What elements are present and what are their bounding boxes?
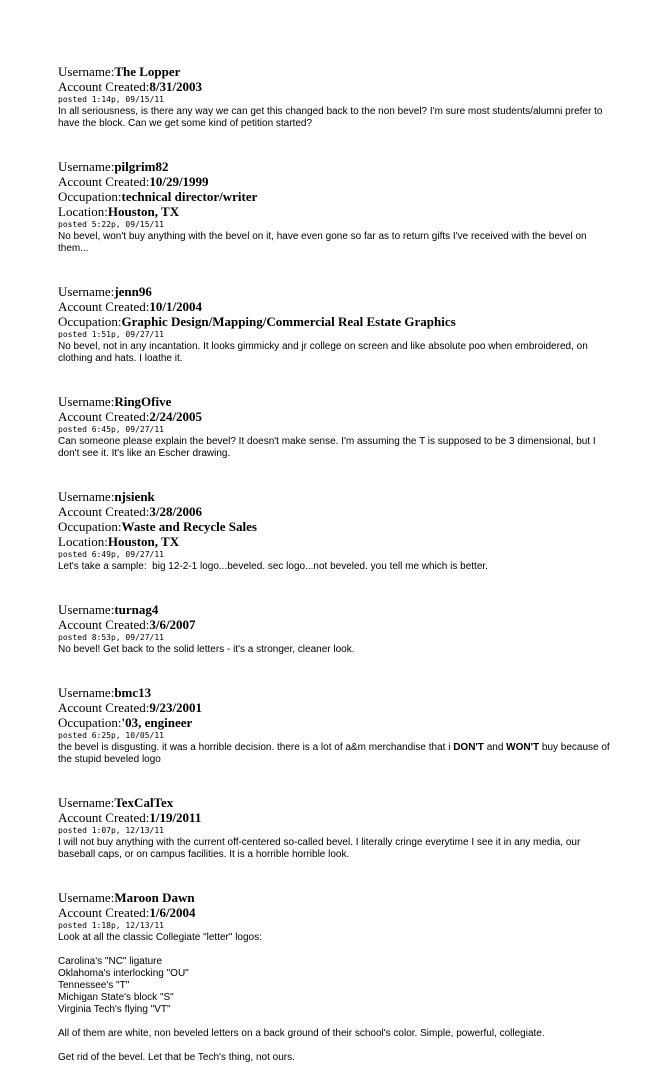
post-body-emphasis: WON'T — [506, 742, 540, 753]
occupation-value: Waste and Recycle Sales — [121, 519, 257, 534]
account-created-value: 8/31/2003 — [149, 79, 203, 94]
username-line — [58, 602, 618, 617]
account-created-value: 9/23/2001 — [149, 700, 203, 715]
username-value: Maroon Dawn — [114, 890, 195, 905]
post-body — [58, 436, 618, 460]
post-body-text: the bevel is disgusting. it was a horrible decision. there is a lot of a&m merchandise that i — [58, 742, 454, 753]
account-created-line — [58, 905, 618, 920]
username-value: turnag4 — [114, 602, 159, 617]
username-value: The Lopper — [114, 64, 181, 79]
account-created-label: Account Created: — [58, 79, 150, 94]
account-created-line — [58, 409, 618, 424]
username-value: pilgrim82 — [114, 159, 169, 174]
username-line — [58, 890, 618, 905]
username-line — [58, 64, 618, 79]
account-created-label: Account Created: — [58, 409, 150, 424]
username-label: Username: — [58, 685, 115, 700]
forum-post — [58, 489, 618, 573]
occupation-line — [58, 314, 618, 329]
username-line — [58, 489, 618, 504]
account-created-line — [58, 504, 618, 519]
occupation-line — [58, 715, 618, 730]
username-line — [58, 795, 618, 810]
post-body — [58, 932, 618, 1064]
username-label: Username: — [58, 795, 115, 810]
account-created-line — [58, 617, 618, 632]
posted-timestamp: posted 1:07p, 12/13/11 — [58, 826, 164, 835]
post-body-text: buy because of the stupid beveled logo — [58, 742, 613, 765]
post-body — [58, 742, 618, 766]
post-body — [58, 341, 618, 365]
posted-timestamp: posted 1:18p, 12/13/11 — [58, 921, 164, 930]
username-label: Username: — [58, 284, 115, 299]
account-created-line — [58, 700, 618, 715]
username-label: Username: — [58, 394, 115, 409]
account-created-value: 10/29/1999 — [149, 174, 209, 189]
account-created-label: Account Created: — [58, 174, 150, 189]
location-label: Location: — [58, 534, 108, 549]
username-label: Username: — [58, 489, 115, 504]
location-line — [58, 534, 618, 549]
location-label: Location: — [58, 204, 108, 219]
occupation-value: technical director/writer — [121, 189, 258, 204]
account-created-value: 1/19/2011 — [149, 810, 202, 825]
posted-timestamp: posted 6:49p, 09/27/11 — [58, 550, 164, 559]
posted-timestamp: posted 5:22p, 09/15/11 — [58, 220, 164, 229]
location-value: Houston, TX — [107, 534, 180, 549]
posted-timestamp: posted 6:25p, 10/05/11 — [58, 731, 164, 740]
post-body-text: In all seriousness, is there any way we can get this changed back to the non bevel? I'm sure most students/alumni prefer to have the block. Can we get some kind of petition started? — [58, 106, 606, 129]
post-body — [58, 644, 618, 656]
account-created-value: 1/6/2004 — [149, 905, 196, 920]
username-line — [58, 685, 618, 700]
forum-post — [58, 394, 618, 460]
location-line — [58, 204, 618, 219]
account-created-value: 3/6/2007 — [149, 617, 196, 632]
username-label: Username: — [58, 602, 115, 617]
account-created-value: 10/1/2004 — [149, 299, 203, 314]
occupation-line — [58, 189, 618, 204]
account-created-label: Account Created: — [58, 905, 150, 920]
occupation-value: '03, engineer — [121, 715, 193, 730]
occupation-value: Graphic Design/Mapping/Commercial Real Estate Graphics — [121, 314, 456, 329]
posted-timestamp: posted 8:53p, 09/27/11 — [58, 633, 164, 642]
forum-post-list — [58, 64, 618, 1064]
account-created-line — [58, 174, 618, 189]
account-created-label: Account Created: — [58, 617, 150, 632]
username-line — [58, 284, 618, 299]
forum-post — [58, 284, 618, 365]
post-body-text: No bevel, not in any incantation. It looks gimmicky and jr college on screen and like absolute poo when embroidered, on clothing and hats. I loathe it. — [58, 341, 591, 364]
forum-post — [58, 64, 618, 130]
post-body-text: No bevel! Get back to the solid letters - it's a stronger, cleaner look. — [58, 644, 355, 655]
account-created-label: Account Created: — [58, 299, 150, 314]
username-value: jenn96 — [114, 284, 152, 299]
occupation-label: Occupation: — [58, 519, 122, 534]
occupation-line — [58, 519, 618, 534]
post-body — [58, 231, 618, 255]
username-label: Username: — [58, 159, 115, 174]
account-created-line — [58, 79, 618, 94]
username-value: RingOfive — [114, 394, 172, 409]
username-label: Username: — [58, 890, 115, 905]
posted-timestamp: posted 6:45p, 09/27/11 — [58, 425, 164, 434]
account-created-label: Account Created: — [58, 810, 150, 825]
post-body-text: and — [483, 742, 507, 753]
post-body-text: Look at all the classic Collegiate "letter" logos: Carolina's "NC" ligature Oklahoma's interlocking "OU" Tennessee's "T" Michigan State's block "S" Virginia Tech's flying "VT" All of them are white, non beveled letters on a back ground of their school's color. Simple, powerful, collegiate. Get rid of the bevel. Let that be Tech's thing, not ours. — [58, 932, 545, 1063]
username-label: Username: — [58, 64, 115, 79]
username-value: TexCalTex — [114, 795, 174, 810]
account-created-label: Account Created: — [58, 700, 150, 715]
forum-post — [58, 795, 618, 861]
post-body-text: Let's take a sample: big 12-2-1 logo...beveled. sec logo...not beveled. you tell me which is better. — [58, 561, 488, 572]
forum-post — [58, 602, 618, 656]
occupation-label: Occupation: — [58, 314, 122, 329]
forum-post — [58, 159, 618, 255]
post-body-emphasis: DON'T — [453, 742, 484, 753]
occupation-label: Occupation: — [58, 715, 122, 730]
forum-post — [58, 685, 618, 766]
account-created-line — [58, 299, 618, 314]
account-created-line — [58, 810, 618, 825]
posted-timestamp: posted 1:14p, 09/15/11 — [58, 95, 164, 104]
post-body — [58, 561, 618, 573]
forum-post — [58, 890, 618, 1064]
post-body-text: No bevel, won't buy anything with the bevel on it, have even gone so far as to return gifts I've received with the bevel on them... — [58, 231, 590, 254]
location-value: Houston, TX — [107, 204, 180, 219]
post-body — [58, 106, 618, 130]
posted-timestamp: posted 1:51p, 09/27/11 — [58, 330, 164, 339]
post-body-text: I will not buy anything with the current off-centered so-called bevel. I literally cringe everytime I see it in any media, our baseball caps, or on campus facilities. It is a horrible horrible look. — [58, 837, 584, 860]
username-line — [58, 159, 618, 174]
occupation-label: Occupation: — [58, 189, 122, 204]
post-body-text: Can someone please explain the bevel? It doesn't make sense. I'm assuming the T is supposed to be 3 dimensional, but I don't see it. It's like an Escher drawing. — [58, 436, 599, 459]
account-created-label: Account Created: — [58, 504, 150, 519]
username-value: bmc13 — [114, 685, 152, 700]
post-body — [58, 837, 618, 861]
account-created-value: 2/24/2005 — [149, 409, 203, 424]
username-value: njsienk — [114, 489, 155, 504]
account-created-value: 3/28/2006 — [149, 504, 203, 519]
username-line — [58, 394, 618, 409]
